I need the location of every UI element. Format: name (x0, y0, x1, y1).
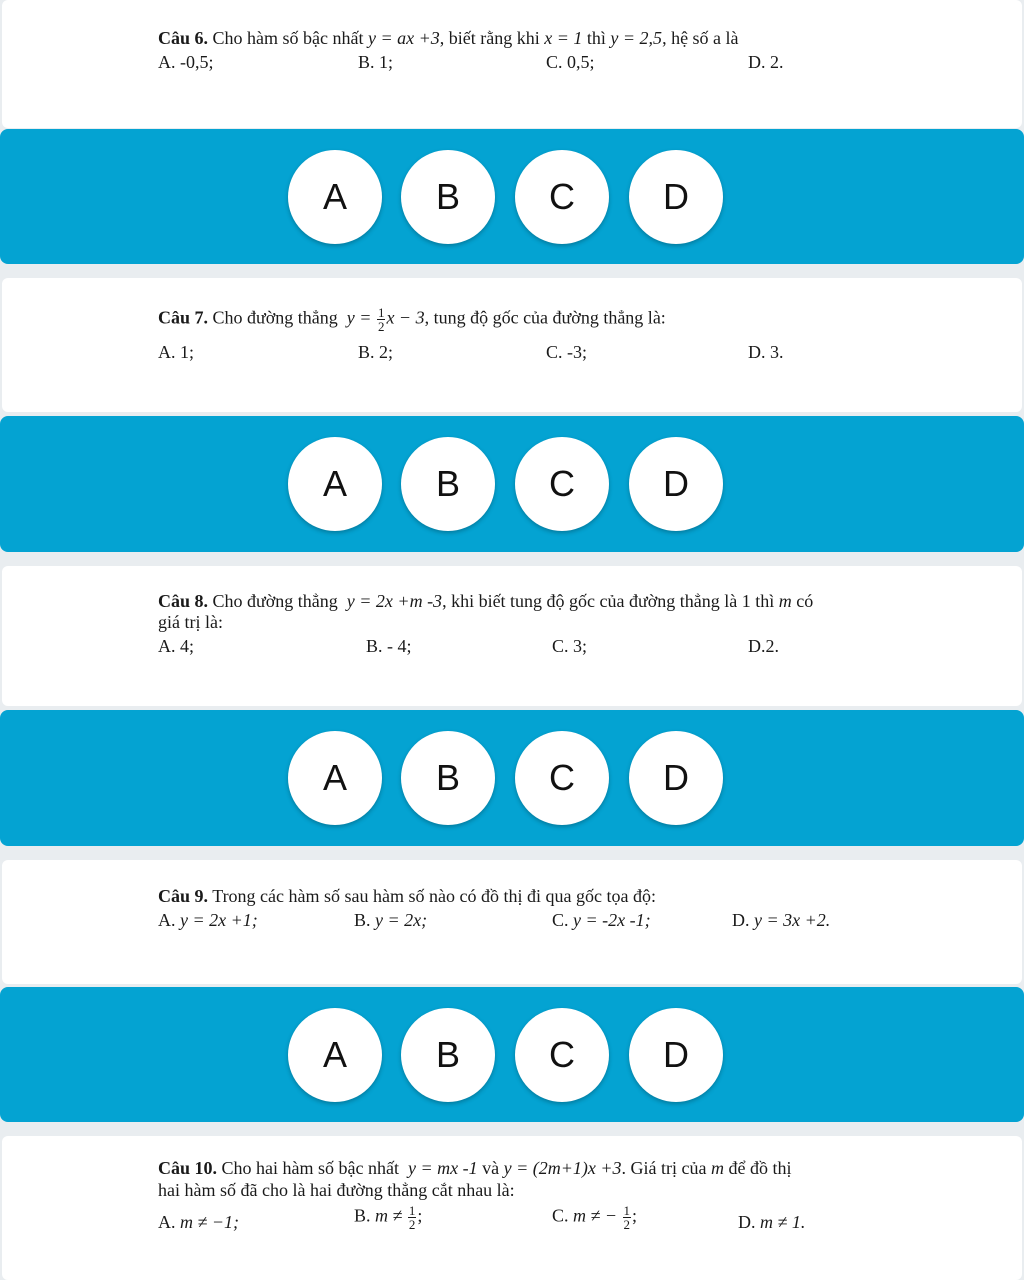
option-d: D. 3. (748, 342, 784, 362)
question-10-options (158, 1203, 858, 1234)
option-c: C. m ≠ − $\frac{1}{2}$ ; (552, 1203, 638, 1232)
answer-button-b[interactable]: B (401, 1008, 495, 1102)
question-card-6 (2, 0, 1022, 128)
answer-button-c[interactable]: C (515, 1008, 609, 1102)
fraction: $\frac{1}{2}$ (623, 1203, 631, 1232)
answer-button-b[interactable]: B (401, 437, 495, 531)
option-d: D. 2. (748, 52, 784, 72)
answer-button-a[interactable]: A (288, 150, 382, 244)
option-a: A. 1; (158, 342, 194, 362)
answer-button-d[interactable]: D (629, 150, 723, 244)
fraction: $\frac{1}{2}$ (377, 305, 385, 334)
answer-button-a[interactable]: A (288, 731, 382, 825)
answer-bar-8 (0, 710, 1024, 846)
answer-button-a[interactable]: A (288, 437, 382, 531)
option-b: B. 1; (358, 52, 394, 72)
question-8-text: Câu 8. Cho đường thẳng y = 2x +m -3, khi biết tung độ gốc của đường thẳng là 1 thì m có (158, 591, 814, 611)
answer-button-c[interactable]: C (515, 731, 609, 825)
question-10-text: Câu 10. Cho hai hàm số bậc nhất y = mx -1 và y = (2m+1)x +3. Giá trị của m để đồ thị (158, 1158, 792, 1178)
question-card-8 (2, 566, 1022, 706)
option-d: D. y = 3x +2. (732, 910, 831, 930)
option-c: C. 3; (552, 636, 588, 656)
question-9-options (158, 910, 858, 932)
question-8-text-line2: giá trị là: (158, 612, 223, 632)
question-card-10 (2, 1136, 1022, 1280)
question-7-options (158, 342, 858, 364)
option-c: C. -3; (546, 342, 588, 362)
option-d: D.2. (748, 636, 779, 656)
answer-button-d[interactable]: D (629, 437, 723, 531)
answer-button-c[interactable]: C (515, 437, 609, 531)
answer-button-a[interactable]: A (288, 1008, 382, 1102)
answer-button-d[interactable]: D (629, 731, 723, 825)
question-10-text-line2: hai hàm số đã cho là hai đường thẳng cắt nhau là: (158, 1180, 515, 1200)
question-7-text: Câu 7. Cho đường thẳng y = $\frac{1}{2}$ x − 3, tung độ gốc của đường thẳng là: (158, 305, 666, 334)
answer-bar-6 (0, 129, 1024, 264)
question-6-text: Câu 6. Cho hàm số bậc nhất y = ax +3, biết rằng khi x = 1 thì y = 2,5, hệ số a là (158, 28, 739, 48)
option-c: C. 0,5; (546, 52, 595, 72)
question-card-7 (2, 278, 1022, 412)
option-a: A. 4; (158, 636, 194, 656)
fraction: $\frac{1}{2}$ (408, 1203, 416, 1232)
answer-button-b[interactable]: B (401, 150, 495, 244)
answer-bar-9 (0, 987, 1024, 1122)
option-a: A. -0,5; (158, 52, 214, 72)
option-b: B. y = 2x; (354, 910, 428, 930)
option-b: B. 2; (358, 342, 394, 362)
question-card-9 (2, 860, 1022, 984)
option-a: A. y = 2x +1; (158, 910, 258, 930)
option-b: B. - 4; (366, 636, 412, 656)
question-6-options (158, 52, 858, 74)
option-c: C. y = -2x -1; (552, 910, 651, 930)
option-a: A. m ≠ −1; (158, 1212, 240, 1232)
answer-button-d[interactable]: D (629, 1008, 723, 1102)
answer-bar-7 (0, 416, 1024, 552)
answer-button-c[interactable]: C (515, 150, 609, 244)
question-8-options (158, 636, 858, 658)
option-b: B. m ≠ $\frac{1}{2}$ ; (354, 1203, 423, 1232)
option-d: D. m ≠ 1. (738, 1212, 806, 1232)
answer-button-b[interactable]: B (401, 731, 495, 825)
question-9-text: Câu 9. Trong các hàm số sau hàm số nào có đồ thị đi qua gốc tọa độ: (158, 886, 656, 906)
